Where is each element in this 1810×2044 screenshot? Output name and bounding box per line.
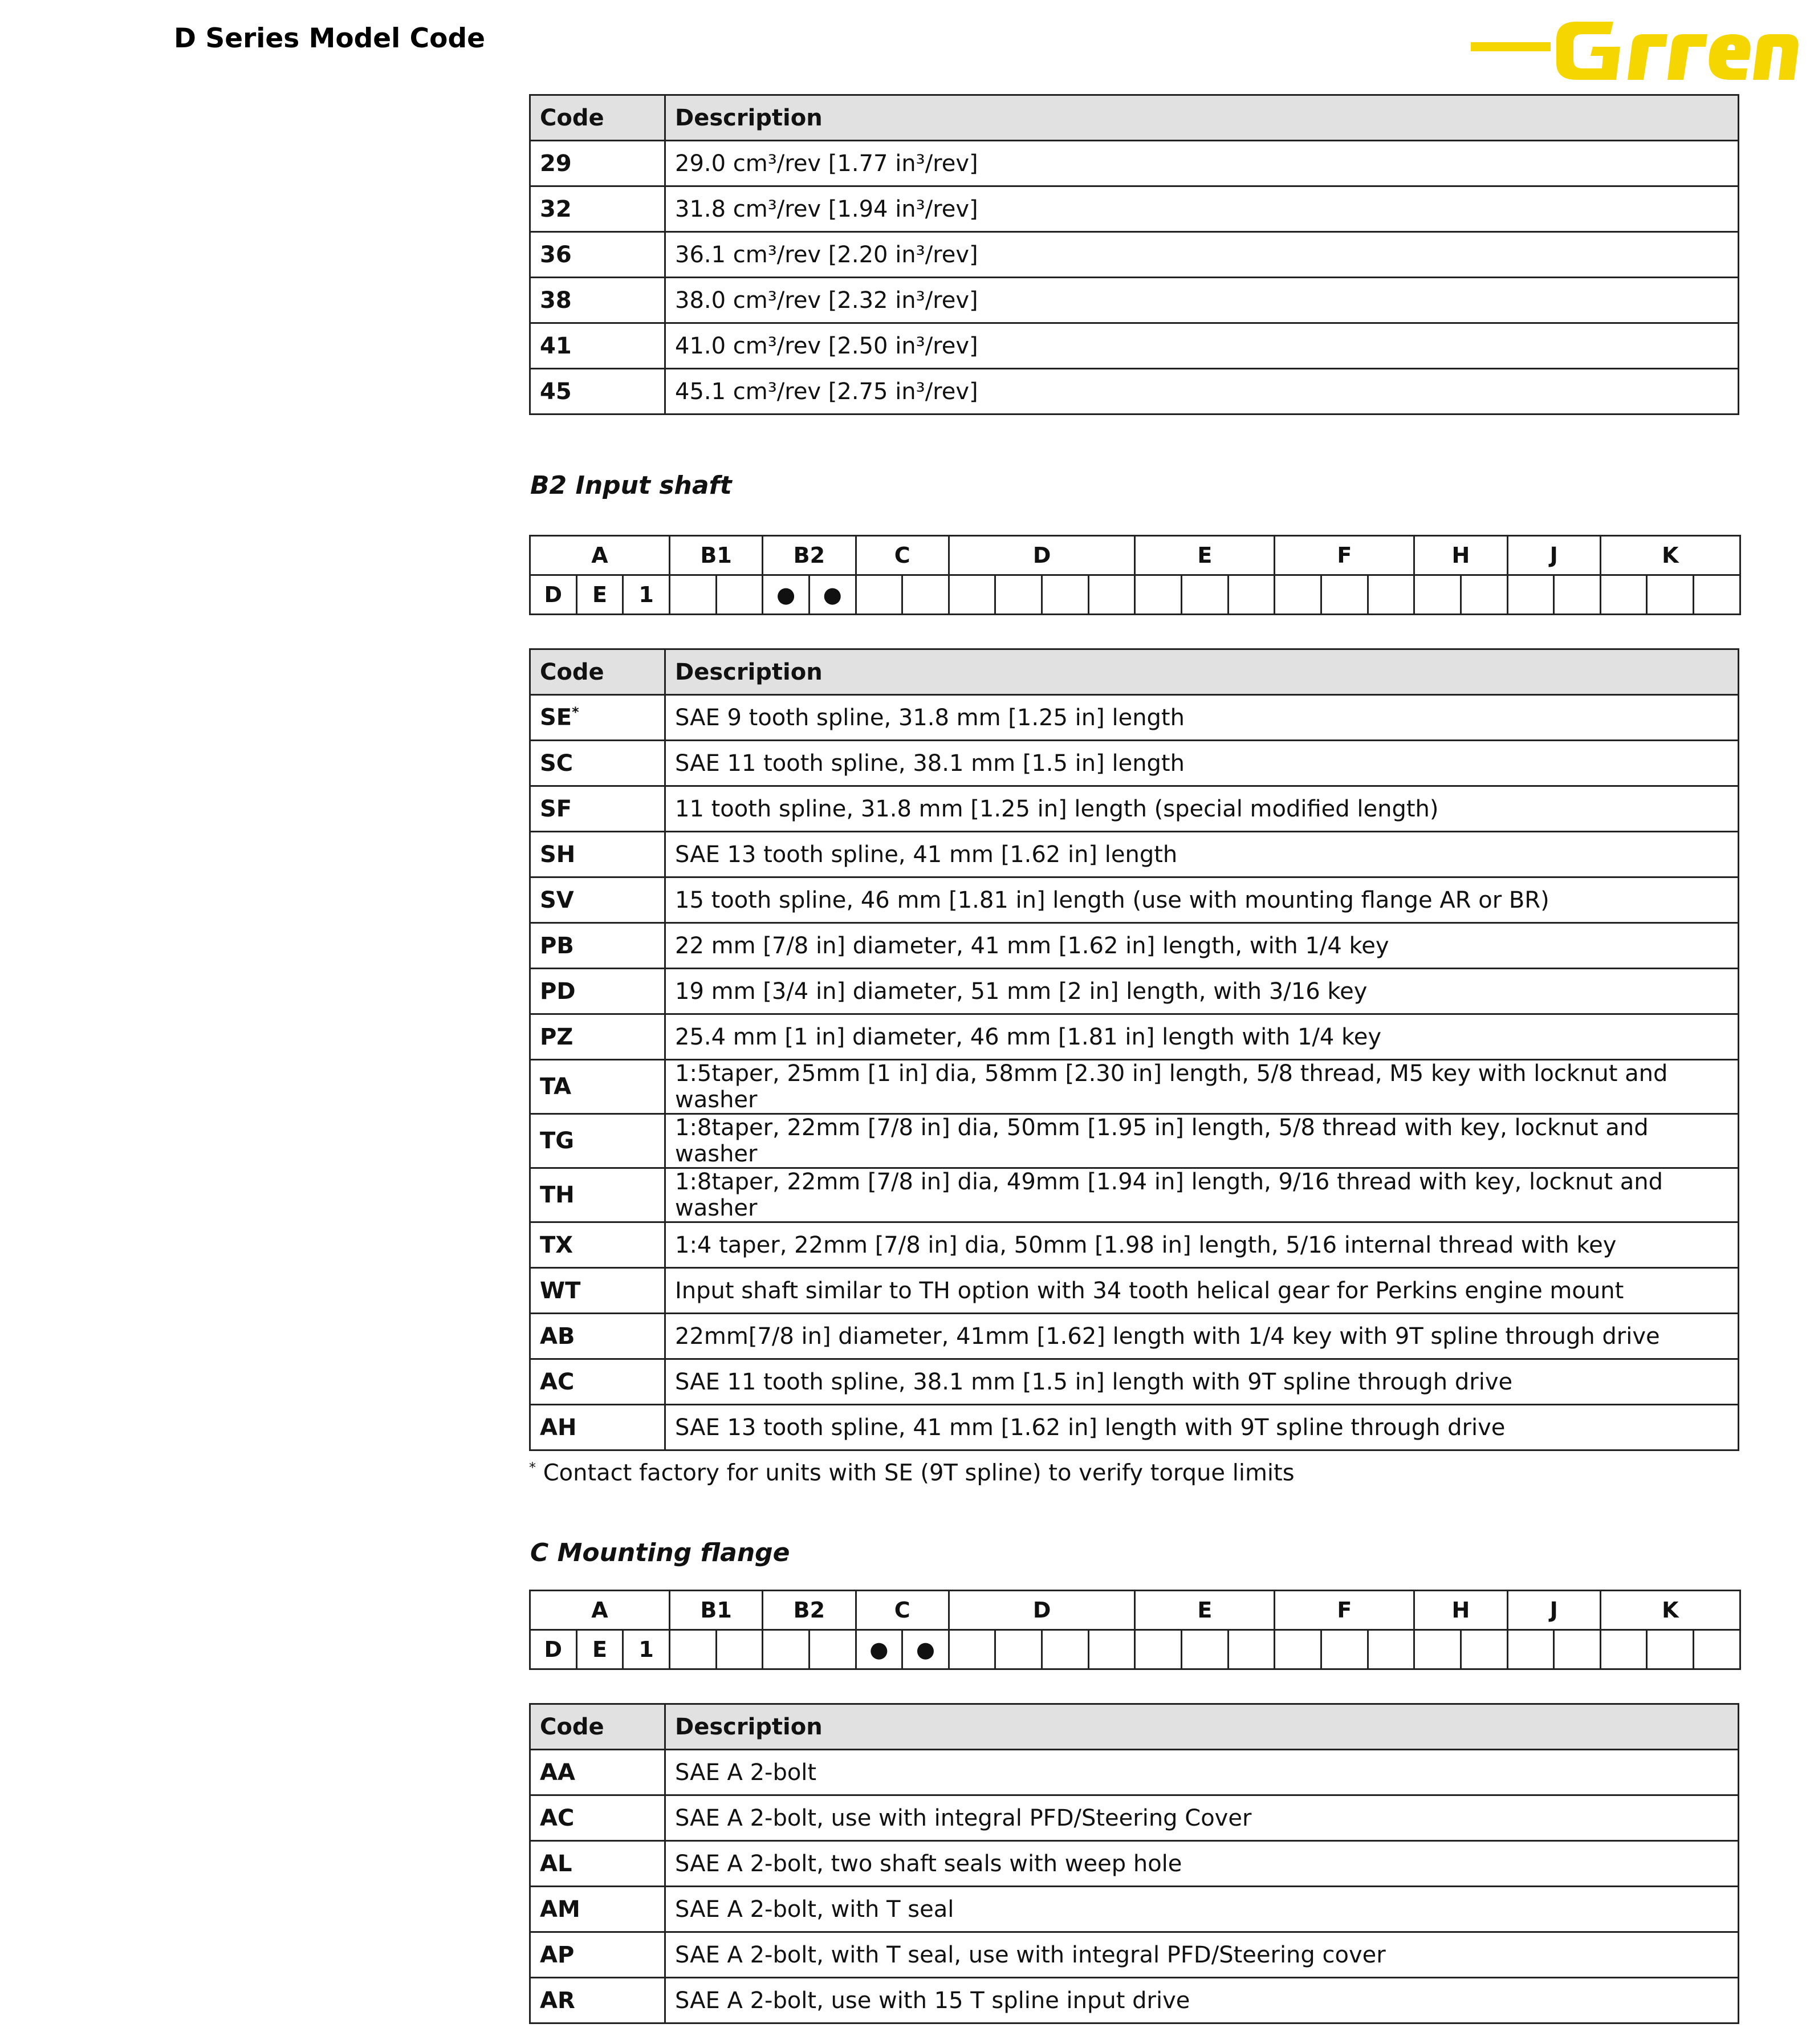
table-row bbox=[530, 923, 1739, 969]
grid-group-label: F bbox=[1275, 1591, 1414, 1630]
grid-group-label: J bbox=[1507, 1591, 1600, 1630]
code-text: 29 bbox=[540, 150, 572, 177]
footnote-text: Contact factory for units with SE (9T spline) to verify torque limits bbox=[536, 1460, 1295, 1486]
table-row bbox=[530, 1014, 1739, 1060]
grid-cell: ● bbox=[809, 575, 856, 615]
description-cell: SAE 11 tooth spline, 38.1 mm [1.5 in] length with 9T spline through drive bbox=[665, 1359, 1739, 1405]
code-cell bbox=[530, 832, 665, 877]
grid-cell bbox=[1461, 1630, 1507, 1669]
table-row bbox=[530, 695, 1739, 741]
code-text: PD bbox=[540, 978, 576, 1005]
grid-cell bbox=[1368, 575, 1414, 615]
code-text: AR bbox=[540, 1987, 575, 2014]
grid-group-label: D bbox=[949, 1591, 1135, 1630]
code-cell bbox=[530, 1222, 665, 1268]
code-text: AL bbox=[540, 1850, 572, 1877]
grid-cell-row bbox=[530, 1630, 1740, 1669]
grid-cell bbox=[1275, 575, 1321, 615]
code-text: SV bbox=[540, 887, 574, 913]
grid-group-label: C bbox=[856, 1591, 949, 1630]
description-cell: Input shaft similar to TH option with 34 tooth helical gear for Perkins engine mount bbox=[665, 1268, 1739, 1314]
model-code-grid-mounting-flange bbox=[529, 1590, 1739, 1670]
grid-cell bbox=[1507, 1630, 1554, 1669]
table-row bbox=[530, 141, 1739, 186]
code-text: WT bbox=[540, 1277, 581, 1304]
description-cell: SAE A 2-bolt, two shaft seals with weep hole bbox=[665, 1841, 1739, 1887]
code-cell bbox=[530, 1314, 665, 1359]
table-row bbox=[530, 1168, 1739, 1222]
description-cell: 45.1 cm³/rev [2.75 in³/rev] bbox=[665, 369, 1739, 415]
grid-cell bbox=[669, 1630, 716, 1669]
code-cell bbox=[530, 186, 665, 232]
table-row bbox=[530, 1750, 1739, 1795]
grid-cell bbox=[1694, 1630, 1740, 1669]
grid-cell bbox=[1275, 1630, 1321, 1669]
code-text: SC bbox=[540, 750, 573, 777]
col-header-description: Description bbox=[665, 1704, 1739, 1750]
description-cell: SAE 9 tooth spline, 31.8 mm [1.25 in] length bbox=[665, 695, 1739, 741]
description-cell: 11 tooth spline, 31.8 mm [1.25 in] length (special modified length) bbox=[665, 786, 1739, 832]
grid-cell bbox=[1182, 1630, 1229, 1669]
grid-cell bbox=[1461, 575, 1507, 615]
grid-group-label: B1 bbox=[669, 536, 762, 575]
code-text: SE bbox=[540, 704, 572, 731]
description-cell: SAE 13 tooth spline, 41 mm [1.62 in] length bbox=[665, 832, 1739, 877]
description-cell: 1:4 taper, 22mm [7/8 in] dia, 50mm [1.98 in] length, 5/16 internal thread with key bbox=[665, 1222, 1739, 1268]
code-cell bbox=[530, 323, 665, 369]
grid-cell: D bbox=[530, 1630, 577, 1669]
code-text: TA bbox=[540, 1074, 572, 1100]
code-text: PZ bbox=[540, 1023, 573, 1050]
code-cell bbox=[530, 969, 665, 1014]
table-row bbox=[530, 1314, 1739, 1359]
grid-cell bbox=[1321, 1630, 1368, 1669]
table-row bbox=[530, 323, 1739, 369]
code-text: AH bbox=[540, 1414, 577, 1441]
table-row bbox=[530, 741, 1739, 786]
description-cell: SAE A 2-bolt, use with 15 T spline input drive bbox=[665, 1978, 1739, 2023]
code-cell bbox=[530, 923, 665, 969]
grid-group-label: E bbox=[1135, 536, 1275, 575]
description-cell: 19 mm [3/4 in] diameter, 51 mm [2 in] length, with 3/16 key bbox=[665, 969, 1739, 1014]
code-cell bbox=[530, 232, 665, 278]
code-text: AM bbox=[540, 1896, 580, 1923]
description-cell: 29.0 cm³/rev [1.77 in³/rev] bbox=[665, 141, 1739, 186]
input-shaft-table bbox=[529, 648, 1739, 1451]
code-text: TG bbox=[540, 1128, 575, 1154]
grid-cell bbox=[902, 575, 949, 615]
grid-group-label: K bbox=[1600, 1591, 1740, 1630]
grid-group-row bbox=[530, 536, 1740, 575]
grid-cell bbox=[1042, 1630, 1089, 1669]
description-cell: SAE A 2-bolt, with T seal, use with integral PFD/Steering cover bbox=[665, 1932, 1739, 1978]
description-cell: SAE A 2-bolt bbox=[665, 1750, 1739, 1795]
description-cell: SAE 11 tooth spline, 38.1 mm [1.5 in] length bbox=[665, 741, 1739, 786]
displacement-table bbox=[529, 94, 1739, 415]
grid-group-label: F bbox=[1275, 536, 1414, 575]
grid-cell bbox=[856, 575, 902, 615]
grid-cell bbox=[669, 575, 716, 615]
grid-cell bbox=[1321, 575, 1368, 615]
grid-cell bbox=[995, 575, 1042, 615]
code-cell bbox=[530, 741, 665, 786]
description-cell: 22 mm [7/8 in] diameter, 41 mm [1.62 in] length, with 1/4 key bbox=[665, 923, 1739, 969]
table-row bbox=[530, 1268, 1739, 1314]
code-text: SF bbox=[540, 795, 572, 822]
code-cell bbox=[530, 1359, 665, 1405]
code-cell bbox=[530, 1932, 665, 1978]
grid-cell bbox=[1228, 1630, 1275, 1669]
code-text: 41 bbox=[540, 332, 572, 359]
code-text: AP bbox=[540, 1941, 575, 1968]
code-cell bbox=[530, 1268, 665, 1314]
grid-cell bbox=[1647, 1630, 1694, 1669]
grid-group-label: H bbox=[1414, 1591, 1507, 1630]
grid-cell bbox=[1554, 1630, 1601, 1669]
code-cell bbox=[530, 786, 665, 832]
grid-cell bbox=[809, 1630, 856, 1669]
description-cell: 15 tooth spline, 46 mm [1.81 in] length (use with mounting flange AR or BR) bbox=[665, 877, 1739, 923]
code-cell bbox=[530, 278, 665, 323]
code-cell bbox=[530, 1114, 665, 1168]
section-title-mounting-flange: C Mounting flange bbox=[530, 1538, 790, 1567]
table-row bbox=[530, 1114, 1739, 1168]
code-text: 45 bbox=[540, 378, 572, 405]
grid-cell bbox=[1228, 575, 1275, 615]
table-row bbox=[530, 832, 1739, 877]
grid-cell: ● bbox=[856, 1630, 902, 1669]
grid-cell: ● bbox=[763, 575, 810, 615]
grid-cell bbox=[1368, 1630, 1414, 1669]
description-cell: 36.1 cm³/rev [2.20 in³/rev] bbox=[665, 232, 1739, 278]
table-row bbox=[530, 1887, 1739, 1932]
description-cell: 31.8 cm³/rev [1.94 in³/rev] bbox=[665, 186, 1739, 232]
grid-group-label: K bbox=[1600, 536, 1740, 575]
code-cell bbox=[530, 1887, 665, 1932]
code-text: PB bbox=[540, 932, 574, 959]
description-cell: SAE A 2-bolt, with T seal bbox=[665, 1887, 1739, 1932]
grid-cell bbox=[1600, 575, 1647, 615]
model-code-grid-input-shaft bbox=[529, 535, 1739, 615]
footnote-mark: * bbox=[529, 1460, 536, 1476]
description-cell: 1:5taper, 25mm [1 in] dia, 58mm [2.30 in] length, 5/8 thread, M5 key with locknut and washer bbox=[665, 1060, 1739, 1114]
code-text: AC bbox=[540, 1368, 575, 1395]
grid-cell bbox=[1135, 1630, 1182, 1669]
grid-cell bbox=[949, 1630, 995, 1669]
table-row bbox=[530, 786, 1739, 832]
grid-cell bbox=[1088, 575, 1135, 615]
code-cell bbox=[530, 1841, 665, 1887]
page-title: D Series Model Code bbox=[174, 23, 485, 54]
grid-group-label: A bbox=[530, 536, 670, 575]
grid-group-label: H bbox=[1414, 536, 1507, 575]
code-text: 38 bbox=[540, 287, 572, 314]
grid-cell bbox=[1414, 1630, 1461, 1669]
description-cell: 22mm[7/8 in] diameter, 41mm [1.62] length with 1/4 key with 9T spline through drive bbox=[665, 1314, 1739, 1359]
grid-cell: 1 bbox=[623, 575, 670, 615]
code-cell bbox=[530, 141, 665, 186]
model-code-grid bbox=[529, 1590, 1741, 1670]
grid-cell bbox=[1694, 575, 1740, 615]
grid-cell bbox=[763, 1630, 810, 1669]
grid-cell bbox=[1600, 1630, 1647, 1669]
table-row bbox=[530, 278, 1739, 323]
code-text: AA bbox=[540, 1759, 575, 1786]
code-cell bbox=[530, 1750, 665, 1795]
table-row bbox=[530, 1060, 1739, 1114]
code-cell bbox=[530, 1405, 665, 1450]
code-text: 32 bbox=[540, 196, 572, 222]
grid-group-label: E bbox=[1135, 1591, 1275, 1630]
table-row bbox=[530, 1359, 1739, 1405]
grid-group-row bbox=[530, 1591, 1740, 1630]
table-row bbox=[530, 1841, 1739, 1887]
grid-group-label: A bbox=[530, 1591, 670, 1630]
description-cell: SAE A 2-bolt, use with integral PFD/Steering Cover bbox=[665, 1795, 1739, 1841]
description-cell: 38.0 cm³/rev [2.32 in³/rev] bbox=[665, 278, 1739, 323]
grid-cell bbox=[1414, 575, 1461, 615]
grid-cell bbox=[1554, 575, 1601, 615]
grid-cell: E bbox=[576, 575, 623, 615]
code-cell bbox=[530, 1060, 665, 1114]
code-text: AC bbox=[540, 1805, 575, 1831]
grid-group-label: J bbox=[1507, 536, 1600, 575]
code-cell bbox=[530, 1795, 665, 1841]
grid-cell-row bbox=[530, 575, 1740, 615]
col-header-code: Code bbox=[530, 649, 665, 695]
grid-cell bbox=[1042, 575, 1089, 615]
description-cell: 25.4 mm [1 in] diameter, 46 mm [1.81 in] length with 1/4 key bbox=[665, 1014, 1739, 1060]
code-text: TX bbox=[540, 1232, 573, 1258]
table-row bbox=[530, 186, 1739, 232]
grid-cell bbox=[716, 575, 763, 615]
section-title-input-shaft: B2 Input shaft bbox=[530, 471, 732, 500]
code-cell bbox=[530, 877, 665, 923]
code-cell bbox=[530, 1978, 665, 2023]
grid-cell bbox=[1088, 1630, 1135, 1669]
code-text: SH bbox=[540, 841, 576, 868]
col-header-code: Code bbox=[530, 1704, 665, 1750]
grid-cell bbox=[1647, 575, 1694, 615]
grid-cell: D bbox=[530, 575, 577, 615]
grid-group-label: B2 bbox=[763, 536, 856, 575]
table-row bbox=[530, 232, 1739, 278]
code-text: TH bbox=[540, 1182, 575, 1208]
model-code-grid bbox=[529, 535, 1741, 615]
displacement-table-block bbox=[529, 94, 1739, 415]
table-row bbox=[530, 1405, 1739, 1450]
code-cell bbox=[530, 1014, 665, 1060]
table-row bbox=[530, 1222, 1739, 1268]
table-row bbox=[530, 877, 1739, 923]
col-header-code: Code bbox=[530, 95, 665, 141]
code-cell bbox=[530, 369, 665, 415]
grid-cell bbox=[716, 1630, 763, 1669]
grid-cell: 1 bbox=[623, 1630, 670, 1669]
grid-group-label: B2 bbox=[763, 1591, 856, 1630]
grid-cell bbox=[1182, 575, 1229, 615]
table-row bbox=[530, 1978, 1739, 2023]
footnote bbox=[529, 1460, 1295, 1486]
code-text: 36 bbox=[540, 241, 572, 268]
table-row bbox=[530, 1932, 1739, 1978]
table-row bbox=[530, 369, 1739, 415]
description-cell: 1:8taper, 22mm [7/8 in] dia, 50mm [1.95 in] length, 5/8 thread with key, locknut and washer bbox=[665, 1114, 1739, 1168]
code-cell bbox=[530, 1168, 665, 1222]
description-cell: 41.0 cm³/rev [2.50 in³/rev] bbox=[665, 323, 1739, 369]
grid-cell: E bbox=[576, 1630, 623, 1669]
input-shaft-table-block bbox=[529, 648, 1739, 1451]
grid-cell bbox=[1135, 575, 1182, 615]
grid-group-label: C bbox=[856, 536, 949, 575]
brand-logo bbox=[1471, 11, 1801, 86]
table-row bbox=[530, 969, 1739, 1014]
footnote-mark: * bbox=[572, 704, 579, 721]
grid-group-label: B1 bbox=[669, 1591, 762, 1630]
table-row bbox=[530, 1795, 1739, 1841]
grid-group-label: D bbox=[949, 536, 1135, 575]
mounting-flange-table bbox=[529, 1703, 1739, 2024]
grid-cell bbox=[949, 575, 995, 615]
description-cell: SAE 13 tooth spline, 41 mm [1.62 in] length with 9T spline through drive bbox=[665, 1405, 1739, 1450]
grid-cell bbox=[995, 1630, 1042, 1669]
mounting-flange-table-block bbox=[529, 1703, 1739, 2024]
code-cell bbox=[530, 695, 665, 741]
grid-cell: ● bbox=[902, 1630, 949, 1669]
col-header-description: Description bbox=[665, 649, 1739, 695]
col-header-description: Description bbox=[665, 95, 1739, 141]
code-text: AB bbox=[540, 1323, 575, 1350]
grid-cell bbox=[1507, 575, 1554, 615]
description-cell: 1:8taper, 22mm [7/8 in] dia, 49mm [1.94 in] length, 9/16 thread with key, locknut and washer bbox=[665, 1168, 1739, 1222]
